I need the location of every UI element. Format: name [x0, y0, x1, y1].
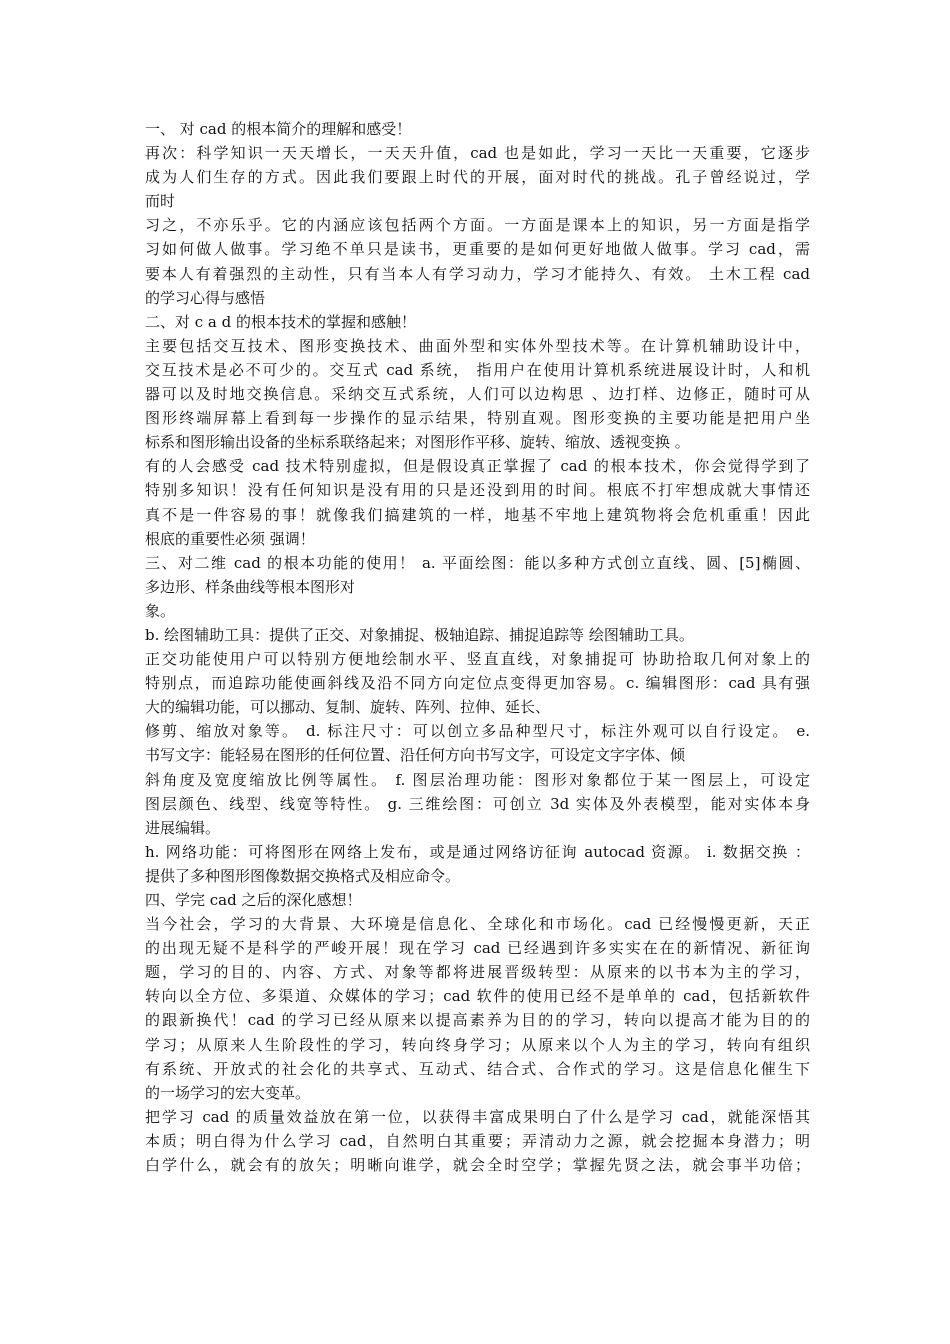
- text-line: 图层颜色、线型、线宽等特性。 g. 三维绘图：可创立 3d 实体及外表模型，能对实体本身: [145, 794, 810, 813]
- text-line: h. 网络功能：可将图形在网络上发布，或是通过网络访征询 autocad 资源。 i. 数据交换 ：: [145, 842, 810, 861]
- text-line: 成为人们生存的方式。因此我们要跟上时代的开展，面对时代的挑战。孔子曾经说过，学: [145, 168, 810, 187]
- text-line: 本质；明白得为什么学习 cad，自然明白其重要；弄清动力之源，就会挖掘本身潜力；明: [145, 1131, 810, 1150]
- text-line: 把学习 cad 的质量效益放在第一位，以获得丰富成果明白了什么是学习 cad，就能深悟其: [145, 1107, 810, 1126]
- document-body: [145, 117, 810, 1177]
- text-line: 进展编辑。: [145, 818, 221, 837]
- text-line: 有系统、开放式的社会化的共享式、互动式、结合式、合作式的学习。这是信息化催生下: [145, 1059, 810, 1078]
- text-line: 器可以及时地交换信息。采纳交互式系统，人们可以边构思 、边打样、边修正，随时可从: [145, 385, 810, 404]
- text-line: 一、 对 cad 的根本简介的理解和感受！: [145, 120, 412, 138]
- text-line: 而时: [145, 192, 176, 211]
- text-line: 三、对二维 cad 的根本功能的使用！ a. 平面绘图：能以多种方式创立直线、圆、[5]椭圆、: [145, 553, 810, 572]
- text-line: 特别点，而追踪功能使画斜线及沿不同方向定位点变得更加容易。c. 编辑图形：cad 具有强: [145, 674, 810, 693]
- text-line: 习之，不亦乐乎。它的内涵应该包括两个方面。一方面是课本上的知识，另一方面是指学: [145, 216, 810, 235]
- text-line: 当今社会，学习的大背景、大环境是信息化、全球化和市场化。cad 已经慢慢更新，天正: [145, 915, 810, 934]
- text-line: 再次：科学知识一天天增长，一天天升值，cad 也是如此，学习一天比一天重要，它逐步: [145, 144, 810, 163]
- text-line: 正交功能使用户可以特别方便地绘制水平、竖直直线，对象捕捉可 协助拾取几何对象上的: [145, 650, 810, 669]
- text-line: 图形终端屏幕上看到每一步操作的显示结果，特别直观。图形变换的主要功能是把用户坐: [145, 409, 810, 428]
- text-line: 题，学习的目的、内容、方式、对象等都将进展晋级转型：从原来的以书本为主的学习，: [145, 963, 810, 982]
- text-line: 修剪、缩放对象等。 d. 标注尺寸：可以创立多品种型尺寸，标注外观可以自行设定。 e.: [145, 722, 810, 741]
- text-line: 的一场学习的宏大变革。: [145, 1083, 311, 1102]
- text-line: 有的人会感受 cad 技术特别虚拟，但是假设真正掌握了 cad 的根本技术，你会觉得学到了: [145, 457, 810, 476]
- text-line: 提供了多种图形图像数据交换格式及相应命令。: [145, 866, 461, 885]
- text-line: 白学什么，就会有的放矢；明晰向谁学，就会全时空学；掌握先贤之法，就会事半功倍；: [145, 1156, 810, 1175]
- text-line: 习如何做人做事。学习绝不单只是读书，更重要的是如何更好地做人做事。学习 cad，需: [145, 240, 810, 259]
- text-line: 的跟新换代！cad 的学习已经从原来以提高素养为目的的学习，转向以提高才能为目的的: [145, 1011, 810, 1030]
- text-line: 斜角度及宽度缩放比例等属性。 f. 图层治理功能：图形对象都位于某一图层上，可设定: [145, 770, 810, 789]
- text-line: 四、学完 cad 之后的深化感想！: [145, 891, 362, 909]
- text-line: 二、对 c a d 的根本技术的掌握和感触！: [145, 312, 417, 331]
- text-line: 根底的重要性必须 强调！: [145, 529, 315, 548]
- text-line: 交互技术是必不可少的。交互式 cad 系统， 指用户在使用计算机系统进展设计时，人和机: [145, 360, 810, 379]
- text-line: 真不是一件容易的事！就像我们搞建筑的一样，地基不牢地上建筑物将会危机重重！因此: [145, 505, 810, 524]
- text-line: b. 绘图辅助工具：提供了正交、对象捕捉、极轴追踪、捕捉追踪等 绘图辅助工具。: [145, 625, 694, 644]
- text-line: 多边形、样条曲线等根本图形对: [145, 577, 356, 596]
- text-line: 主要包括交互技术、图形变换技术、曲面外型和实体外型技术等。在计算机辅助设计中，: [145, 336, 810, 355]
- text-line: 书写文字：能轻易在图形的任何位置、沿任何方向书写文字，可设定文字字体、倾: [145, 746, 686, 765]
- text-line: 大的编辑功能，可以挪动、复制、旋转、阵列、拉伸、延长、: [145, 698, 551, 717]
- text-line: 的出现无疑不是科学的严峻开展！现在学习 cad 已经遇到许多实实在在的新情况、新征询: [145, 939, 810, 958]
- text-line: 象。: [145, 601, 176, 620]
- text-line: 标系和图形输出设备的坐标系联络起来；对图形作平移、旋转、缩放、透视变换 。: [145, 433, 690, 452]
- text-line: 学习；从原来人生阶段性的学习，转向终身学习；从原来以个人为主的学习，转向有组织: [145, 1035, 810, 1054]
- text-line: 要本人有着强烈的主动性，只有当本人有学习动力，学习才能持久、有效。 土木工程 cad: [145, 264, 810, 283]
- text-line: 转向以全方位、多渠道、众媒体的学习；cad 软件的使用已经不是单单的 cad，包括新软件: [145, 987, 810, 1006]
- text-line: 特别多知识！没有任何知识是没有用的只是还没到用的时间。根底不打牢想成就大事情还: [145, 481, 810, 500]
- text-line: 的学习心得与感悟: [145, 288, 266, 307]
